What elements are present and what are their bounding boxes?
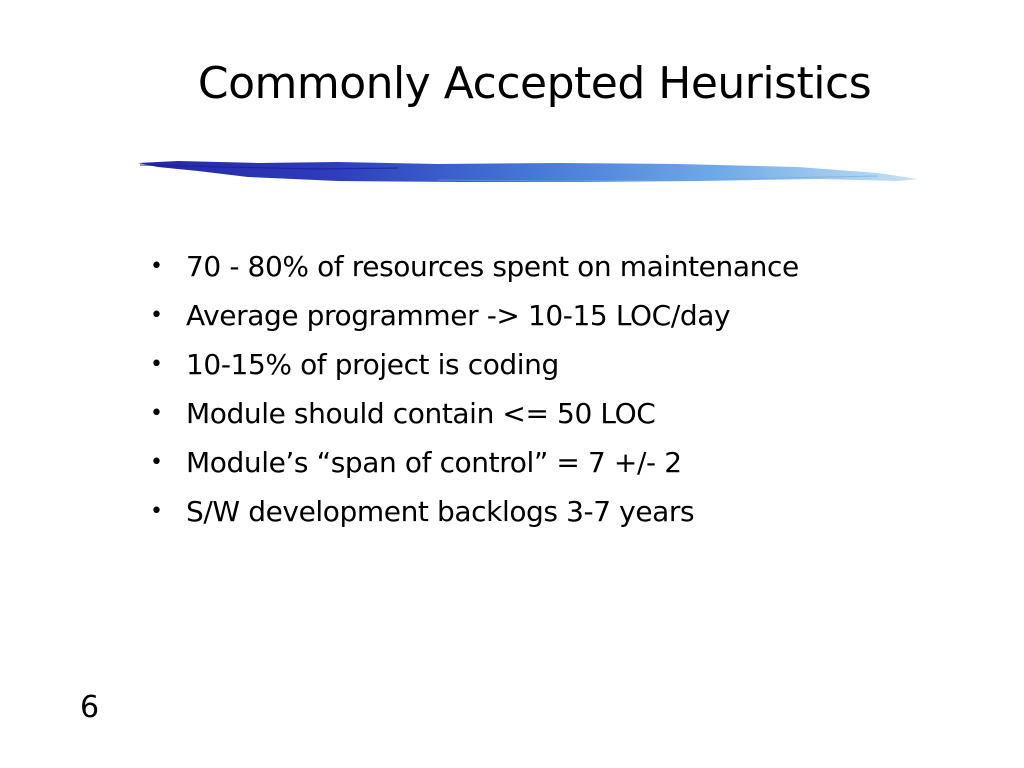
- bullet-glyph: •: [150, 352, 163, 377]
- bullet-glyph: •: [150, 499, 163, 524]
- bullet-glyph: •: [150, 450, 163, 475]
- bullet-glyph: •: [150, 254, 163, 279]
- list-item: [150, 248, 799, 297]
- list-item: [150, 444, 799, 493]
- bullet-text: S/W development backlogs 3-7 years: [186, 495, 695, 528]
- bullet-text: Module should contain <= 50 LOC: [186, 397, 656, 430]
- list-item: [150, 346, 799, 395]
- bullet-text: 10-15% of project is coding: [186, 348, 559, 381]
- slide-number: 6: [80, 690, 100, 725]
- bullet-glyph: •: [150, 401, 163, 426]
- slide-title: Commonly Accepted Heuristics: [197, 58, 872, 109]
- bullet-glyph: •: [150, 303, 163, 328]
- bullet-list: [150, 248, 799, 542]
- list-item: [150, 395, 799, 444]
- bullet-text: Module’s “span of control” = 7 +/- 2: [186, 446, 682, 479]
- list-item: [150, 493, 799, 542]
- bullet-text: Average programmer -> 10-15 LOC/day: [186, 299, 731, 332]
- title-underline-brushstroke: [138, 155, 918, 187]
- list-item: [150, 297, 799, 346]
- bullet-text: 70 - 80% of resources spent on maintenance: [186, 250, 799, 283]
